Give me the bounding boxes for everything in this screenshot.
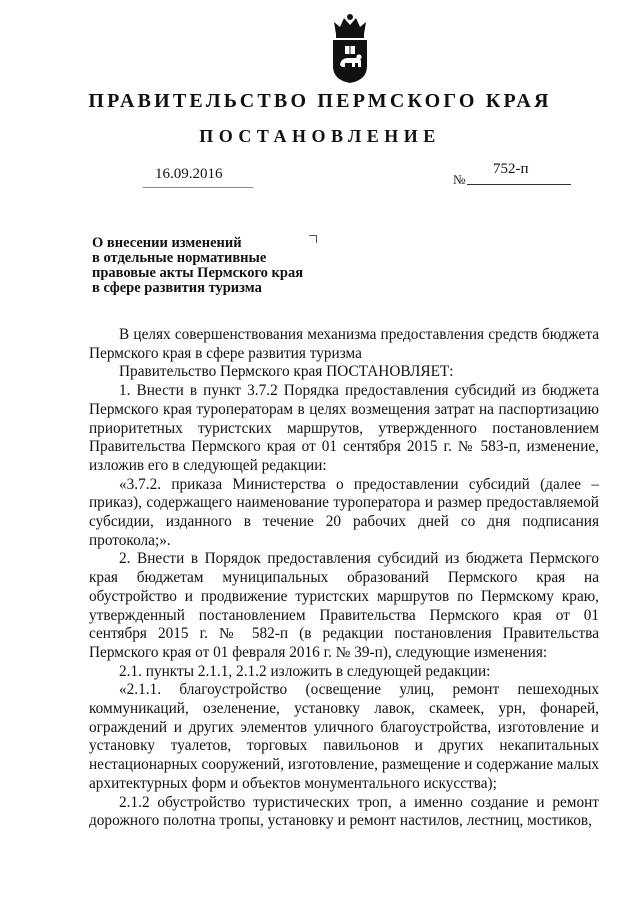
decree-title xyxy=(92,236,303,296)
title-line: правовые акты Пермского края xyxy=(92,265,304,281)
document-type-heading: ПОСТАНОВЛЕНИЕ xyxy=(199,126,441,146)
number-sign: № xyxy=(453,172,466,187)
decree-body xyxy=(89,326,599,831)
paragraph-resolves: Правительство Пермского края ПОСТАНОВЛЯЕТ: xyxy=(119,363,454,381)
title-line: в отдельные нормативные xyxy=(92,250,267,266)
paragraph-item-2-1-1: «2.1.1. благоустройство (освещение улиц, ремонт пешеходных коммуникаций, озеленение, установку лавок, скамеек, урн, фонарей, ограждений и других элементов уличного благоустройства, изготовление и установку туалетов, торговых павильонов и других некапитальных нестационарных сооружений, изготовление, размещение и содержание малых архитектурных форм и объектов монументального искусства); xyxy=(89,681,599,792)
paragraph-item-2-1-2: 2.1.2 обустройство туристических троп, а именно создание и ремонт дорожного полотна тропы, установку и ремонт настилов, лестниц, мостиков, xyxy=(89,793,599,830)
number-underline xyxy=(467,184,571,185)
paragraph-item-2: 2. Внести в Порядок предоставления субсидий из бюджета Пермского края бюджетам муниципальных образований Пермского края на обустройство и продвижение туристских маршрутов по Пермскому краю, утвержденный постановлением Правительства Пермского края от 01 сентября 2015 г. № 582-п (в редакции постановления Правительства Пермского края от 01 февраля 2016 г. № 39-п), следующие изменения: xyxy=(89,550,599,661)
title-line: О внесении изменений xyxy=(92,235,242,251)
paragraph-item-1: 1. Внести в пункт 3.7.2 Порядка предоставления субсидий из бюджета Пермского края туроператорам в целях возмещения затрат на паспортизацию приоритетных туристских маршрутов, утвержденного постановлением Правительства Пермского края от 01 сентября 2015 г. № 583-п, изменение, изложив его в следующей редакции: xyxy=(89,382,599,474)
paragraph-item-3-7-2: «3.7.2. приказа Министерства о предоставлении субсидий (далее – приказ), содержащего наименование туроператора и размер предоставляемой субсидии, изданного в течение 20 рабочих дней со дня подписания протокола;». xyxy=(89,475,599,549)
paragraph-preamble: В целях совершенствования механизма предоставления средств бюджета Пермского края в сфере развития туризма xyxy=(89,326,599,362)
perm-krai-coat-of-arms-icon xyxy=(328,12,372,84)
decree-number: 752-п xyxy=(493,161,529,177)
title-corner-mark xyxy=(309,235,317,243)
decree-date: 16.09.2016 xyxy=(155,166,223,182)
date-underline xyxy=(143,187,253,188)
government-heading: ПРАВИТЕЛЬСТВО ПЕРМСКОГО КРАЯ xyxy=(88,90,552,112)
title-line: в сфере развития туризма xyxy=(92,280,262,296)
paragraph-item-2-1: 2.1. пункты 2.1.1, 2.1.2 изложить в следующей редакции: xyxy=(119,662,491,680)
